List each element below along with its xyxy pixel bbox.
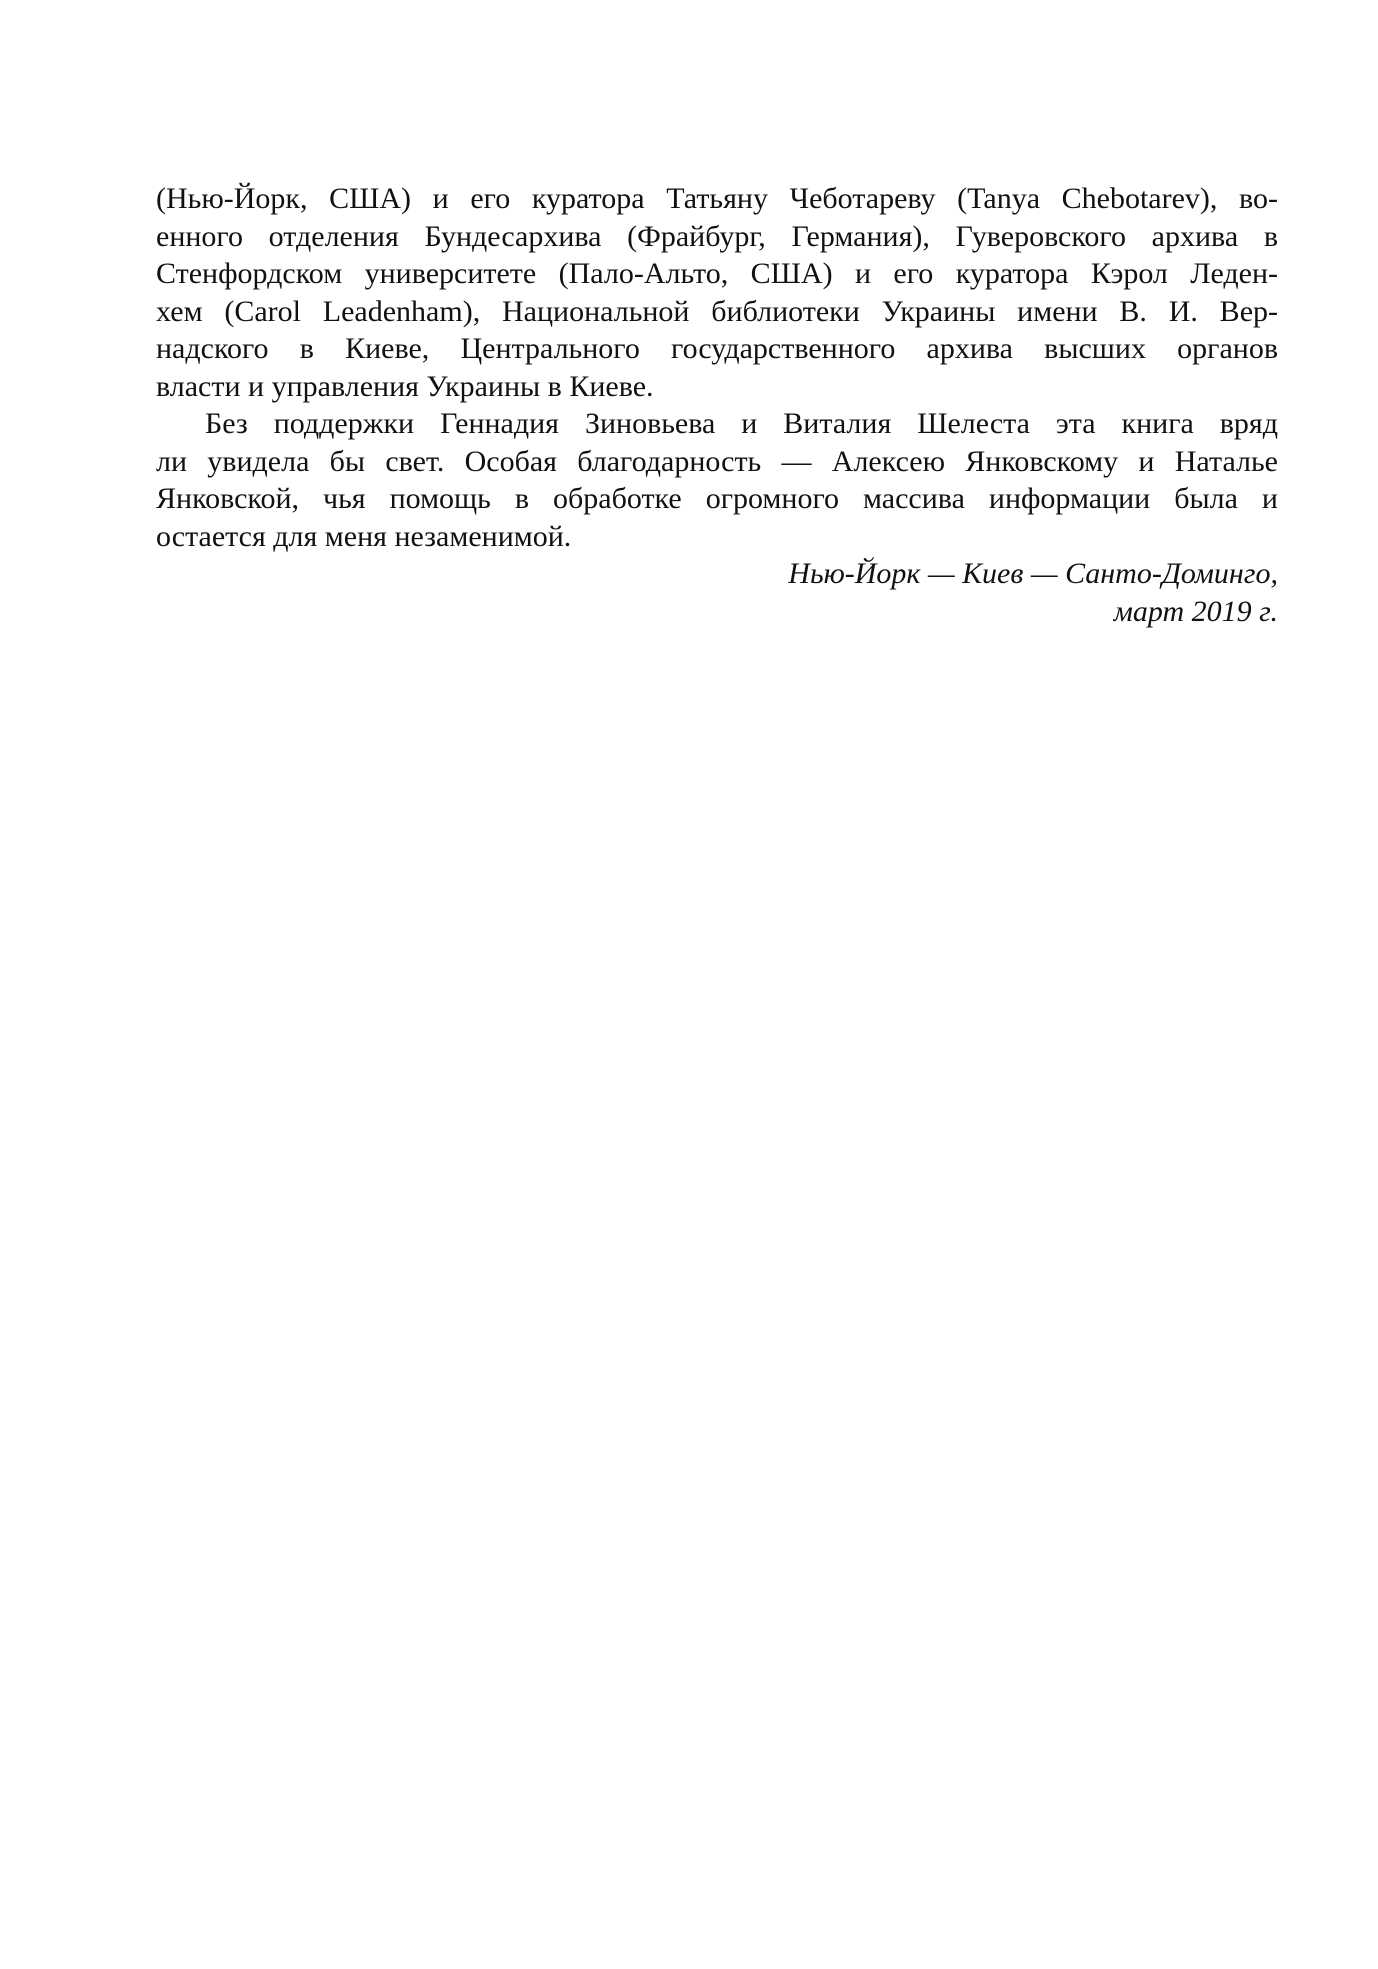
paragraph-line: власти и управления Украины в Киеве. <box>156 369 654 403</box>
paragraph-line: Янковской, чья помощь в обработке огромного массива информации была и <box>156 482 1278 515</box>
signature-block <box>156 555 1278 630</box>
paragraph-line: ли увидела бы свет. Особая благодарность — Алексею Янковскому и Наталье <box>156 444 1278 478</box>
paragraph-2 <box>156 405 1278 555</box>
paragraph-line: енного отделения Бундесархива (Фрайбург, Германия), Гуверовского архива в <box>156 219 1278 253</box>
signature-place: Нью-Йорк — Киев — Санто-Доминго, <box>788 557 1278 590</box>
paragraph-1 <box>156 180 1278 405</box>
paragraph-line: Без поддержки Геннадия Зиновьева и Виталия Шелеста эта книга вряд <box>205 407 1278 440</box>
paragraph-line: хем (Carol Leadenham), Национальной библиотеки Украины имени В. И. Вер- <box>156 294 1278 328</box>
paragraph-line: надского в Киеве, Центрального государственного архива высших органов <box>156 332 1278 365</box>
paragraph-line: остается для меня незаменимой. <box>156 519 572 553</box>
paragraph-line: Стенфордском университете (Пало-Альто, США) и его куратора Кэрол Леден- <box>156 257 1278 290</box>
signature-date: март 2019 г. <box>1113 594 1278 628</box>
text-body <box>156 180 1278 630</box>
paragraph-line: (Нью-Йорк, США) и его куратора Татьяну Чеботареву (Tanya Chebotarev), во- <box>156 182 1278 215</box>
